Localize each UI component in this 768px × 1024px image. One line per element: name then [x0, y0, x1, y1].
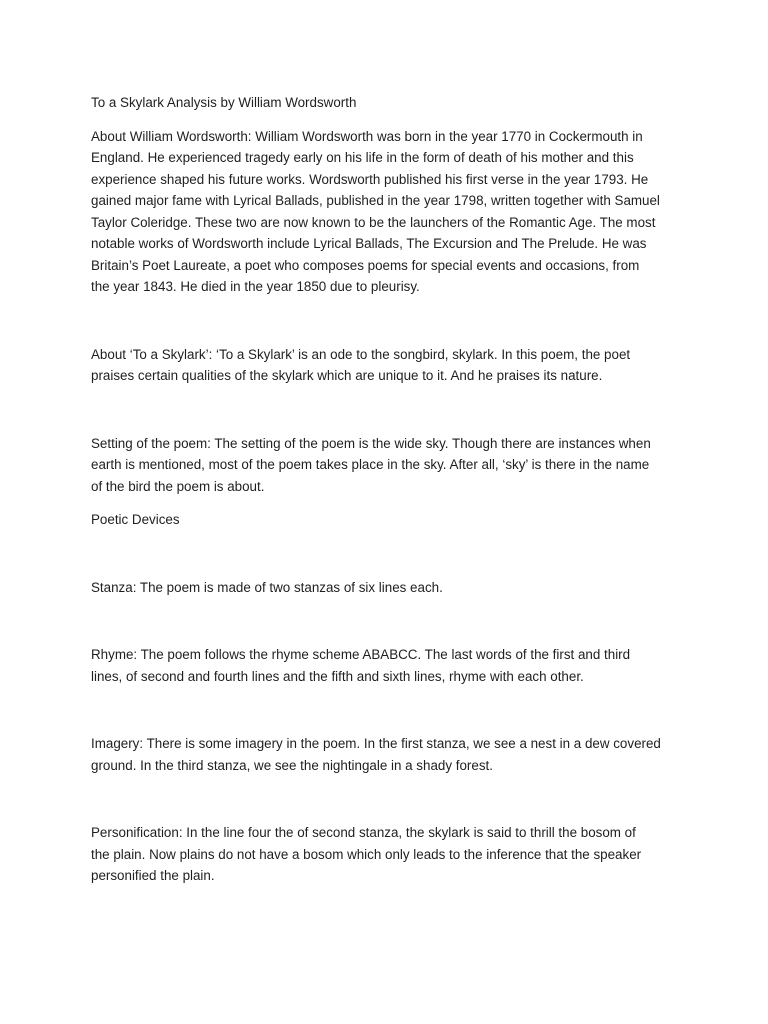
paragraph-imagery: [91, 733, 681, 776]
text-line: gained major fame with Lyrical Ballads, published in the year 1798, written together with Samuel: [91, 193, 660, 208]
spacer: [91, 687, 681, 733]
spacer: [91, 776, 681, 822]
spacer: [91, 387, 681, 433]
text-line: Rhyme: The poem follows the rhyme scheme ABABCC. The last words of the first and third: [91, 647, 631, 662]
text-line: personified the plain.: [91, 868, 215, 883]
text-line: the plain. Now plains do not have a bosom which only leads to the inference that the speaker: [91, 846, 642, 862]
text-line: lines, of second and fourth lines and the fifth and sixth lines, rhyme with each other.: [91, 668, 584, 684]
spacer: [91, 598, 681, 644]
paragraph-setting: [91, 433, 681, 498]
text-line: notable works of Wordsworth include Lyrical Ballads, The Excursion and The Prelude. He was: [91, 236, 647, 251]
text-line: Setting of the poem: The setting of the poem is the wide sky. Though there are instances when: [91, 435, 651, 451]
spacer: [91, 531, 681, 577]
document-title: To a Skylark Analysis by William Wordsworth: [91, 95, 357, 110]
text-line: Imagery: There is some imagery in the poem. In the first stanza, we see a nest in a dew covered: [91, 736, 661, 751]
poetic-devices-heading: Poetic Devices: [91, 512, 180, 527]
text-line: the year 1843. He died in the year 1850 due to pleurisy.: [91, 279, 420, 294]
text-line: About ‘To a Skylark’: ‘To a Skylark’ is an ode to the songbird, skylark. In this poem, the poet: [91, 346, 631, 362]
spacer: [91, 114, 681, 126]
paragraph-personification: [91, 822, 681, 887]
spacer: [91, 497, 681, 509]
paragraph-about-author: [91, 126, 681, 298]
paragraph-about-poem: [91, 344, 681, 387]
document-body: [91, 92, 681, 887]
spacer: [91, 298, 681, 344]
text-line: earth is mentioned, most of the poem takes place in the sky. After all, ‘sky’ is there in the name: [91, 457, 650, 472]
paragraph-stanza: [91, 577, 681, 599]
text-line: About William Wordsworth: William Wordsworth was born in the year 1770 in Cockermouth in: [91, 128, 643, 144]
text-line: Personification: In the line four the of second stanza, the skylark is said to thrill the bosom of: [91, 825, 636, 840]
text-line: Britain’s Poet Laureate, a poet who composes poems for special events and occasions, from: [91, 257, 640, 273]
text-line: ground. In the third stanza, we see the nightingale in a shady forest.: [91, 757, 493, 773]
text-line: England. He experienced tragedy early on his life in the form of death of his mother and this: [91, 150, 634, 165]
text-line: of the bird the poem is about.: [91, 478, 265, 494]
text-line: Stanza: The poem is made of two stanzas of six lines each.: [91, 579, 443, 595]
text-line: praises certain qualities of the skylark which are unique to it. And he praises its nature.: [91, 368, 603, 383]
text-line: experience shaped his future works. Wordsworth published his first verse in the year 1793. He: [91, 171, 649, 187]
paragraph-rhyme: [91, 644, 681, 687]
text-line: Taylor Coleridge. These two are now known to be the launchers of the Romantic Age. The most: [91, 214, 656, 230]
